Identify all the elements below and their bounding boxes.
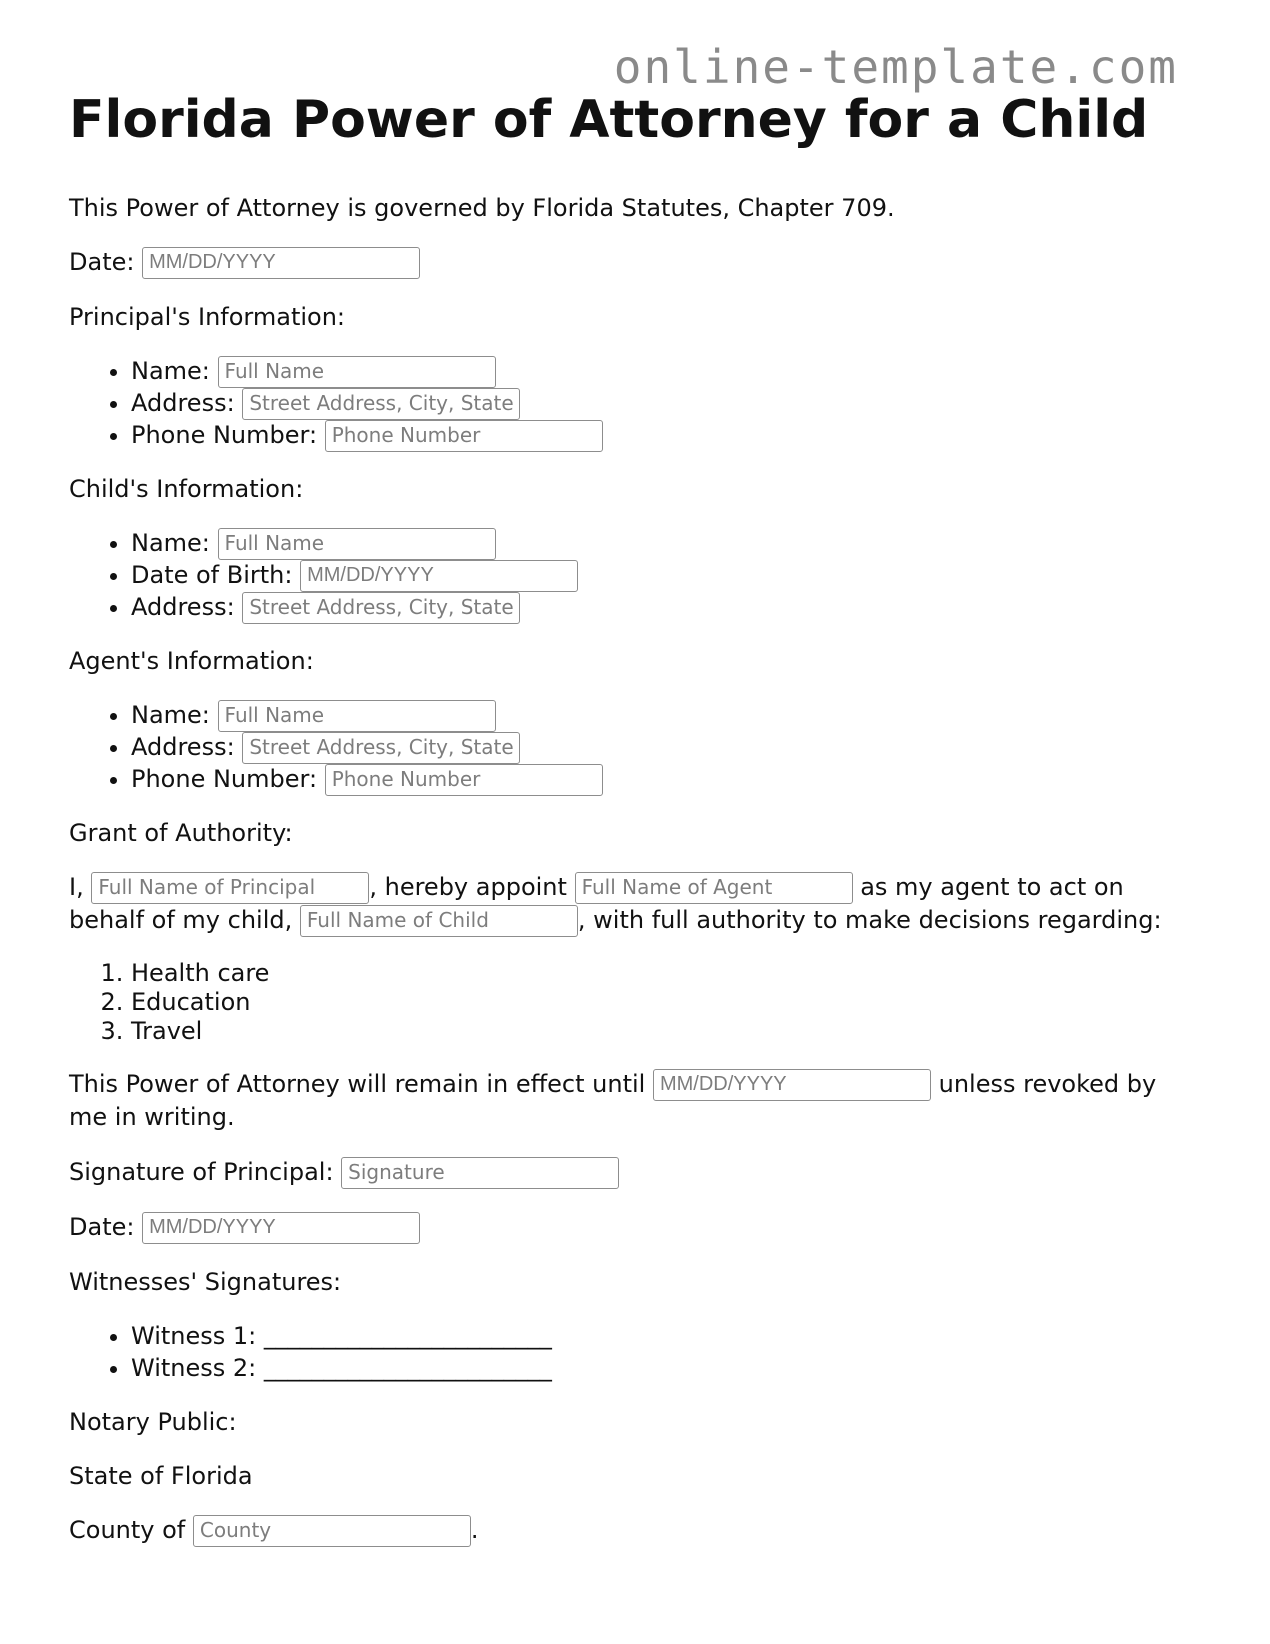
effect-date-input[interactable]: MM/DD/YYYY — [653, 1069, 931, 1101]
intro-text: This Power of Attorney is governed by Florida Statutes, Chapter 709. — [69, 194, 895, 222]
child-dob-label: Date of Birth: — [131, 561, 293, 589]
signature-row — [69, 1156, 1199, 1189]
child-dob-item — [131, 559, 1199, 591]
grant-agent-input[interactable]: Full Name of Agent — [575, 872, 853, 904]
principal-heading: Principal's Information: — [69, 303, 346, 331]
principal-name-label: Name: — [131, 357, 210, 385]
page-title: Florida Power of Attorney for a Child — [69, 90, 1149, 150]
watermark: online-template.com — [613, 40, 1178, 94]
sign-date-row — [69, 1211, 1199, 1244]
effect-paragraph — [69, 1068, 1199, 1134]
grant-principal-input[interactable]: Full Name of Principal — [91, 872, 369, 904]
sign-date-input[interactable]: MM/DD/YYYY — [142, 1212, 420, 1244]
principal-phone-item — [131, 419, 1199, 451]
effect-text-2: unless revoked by me in writing. — [69, 1070, 1157, 1131]
agent-phone-input[interactable]: Phone Number — [325, 764, 603, 796]
authority-item: 3. Travel — [131, 1017, 1199, 1046]
principal-address-item — [131, 387, 1199, 419]
agent-phone-item — [131, 763, 1199, 795]
agent-name-input[interactable]: Full Name — [218, 700, 496, 732]
authority-item: 1. Health care — [131, 959, 1199, 988]
grant-text-4: , with full authority to make decisions regarding: — [577, 906, 1162, 934]
date-label: Date: — [69, 248, 135, 276]
grant-text-2: , hereby appoint — [369, 873, 567, 901]
child-address-input[interactable]: Street Address, City, State — [242, 592, 520, 624]
principal-phone-label: Phone Number: — [131, 421, 318, 449]
agent-address-input[interactable]: Street Address, City, State — [242, 732, 520, 764]
grant-paragraph — [69, 871, 1199, 937]
agent-address-label: Address: — [131, 733, 235, 761]
county-end: . — [470, 1516, 479, 1544]
principal-address-label: Address: — [131, 389, 235, 417]
witnesses-heading: Witnesses' Signatures: — [69, 1268, 342, 1296]
authority-list — [69, 959, 1199, 1046]
signature-input[interactable]: Signature — [341, 1157, 619, 1189]
witness-2: • Witness 2: ________________________ — [131, 1352, 1199, 1384]
date-input[interactable]: MM/DD/YYYY — [142, 247, 420, 279]
principal-address-input[interactable]: Street Address, City, State — [242, 388, 520, 420]
agent-list — [69, 699, 1199, 795]
agent-name-item — [131, 699, 1199, 731]
child-name-item — [131, 527, 1199, 559]
grant-text-3: as my agent to act on behalf of my child, — [69, 873, 1124, 934]
child-address-label: Address: — [131, 593, 235, 621]
sign-date-label: Date: — [69, 1213, 135, 1241]
notary-state: State of Florida — [69, 1462, 253, 1490]
child-heading: Child's Information: — [69, 475, 304, 503]
child-list — [69, 527, 1199, 623]
child-dob-input[interactable]: MM/DD/YYYY — [300, 560, 578, 592]
witness-1: • Witness 1: ________________________ — [131, 1320, 1199, 1352]
date-row — [69, 246, 1199, 279]
witness-list — [69, 1320, 1199, 1384]
child-name-label: Name: — [131, 529, 210, 557]
agent-name-label: Name: — [131, 701, 210, 729]
agent-phone-label: Phone Number: — [131, 765, 318, 793]
notary-heading: Notary Public: — [69, 1408, 237, 1436]
principal-name-item — [131, 355, 1199, 387]
principal-phone-input[interactable]: Phone Number — [325, 420, 603, 452]
agent-address-item — [131, 731, 1199, 763]
child-address-item — [131, 591, 1199, 623]
authority-item: 2. Education — [131, 988, 1199, 1017]
grant-heading: Grant of Authority: — [69, 819, 293, 847]
county-input[interactable]: County — [193, 1515, 471, 1547]
grant-text-1: I, — [69, 873, 84, 901]
agent-heading: Agent's Information: — [69, 647, 314, 675]
principal-name-input[interactable]: Full Name — [218, 356, 496, 388]
principal-list — [69, 355, 1199, 451]
county-row — [69, 1514, 1199, 1547]
document — [69, 84, 1199, 1569]
signature-label: Signature of Principal: — [69, 1158, 334, 1186]
county-label: County of — [69, 1516, 186, 1544]
child-name-input[interactable]: Full Name — [218, 528, 496, 560]
effect-text-1: This Power of Attorney will remain in effect until — [69, 1070, 646, 1098]
grant-child-input[interactable]: Full Name of Child — [300, 905, 578, 937]
